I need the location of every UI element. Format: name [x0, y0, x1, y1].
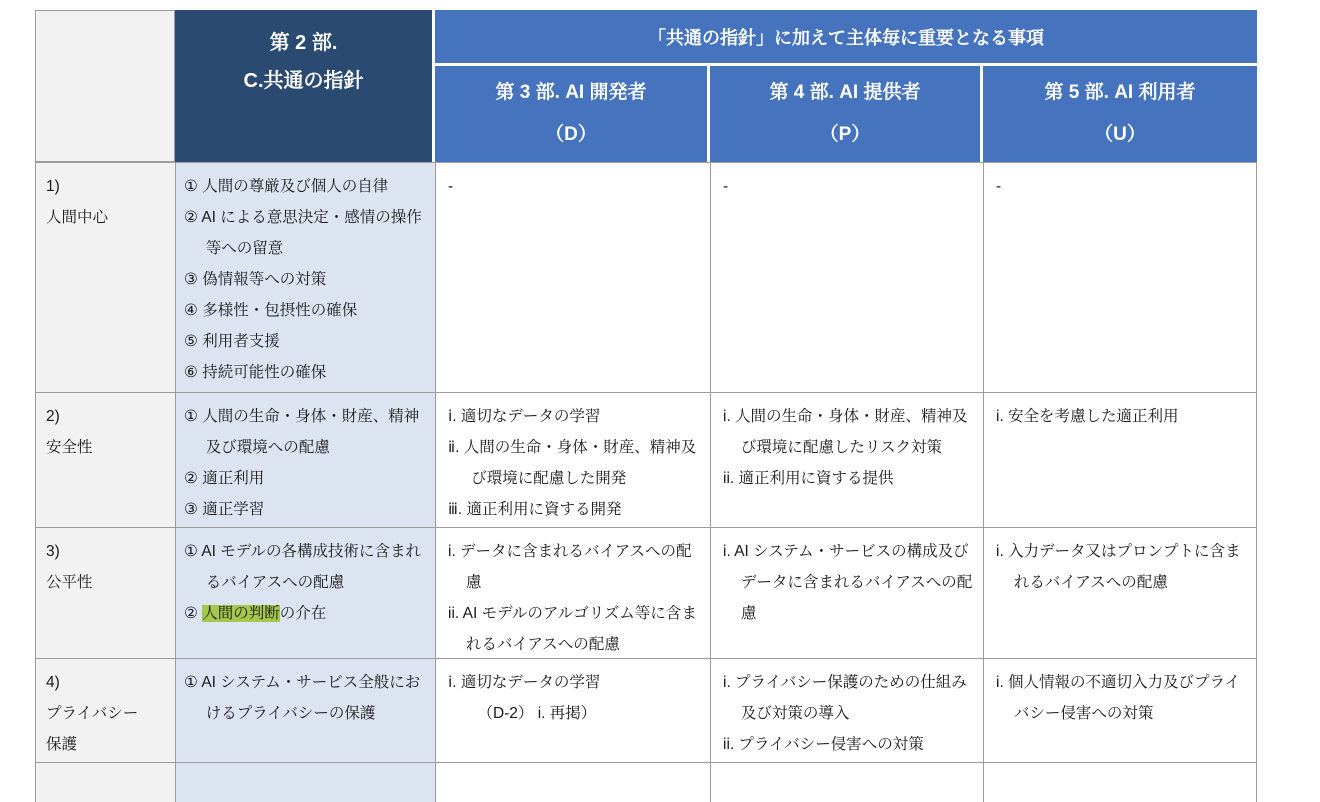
- header-part2-line2: C.共通の指針: [243, 70, 364, 92]
- header-part2-line1: 第 2 部.: [269, 32, 338, 54]
- user-cell: [983, 658, 1257, 762]
- list-item: i. プライバシー保護のための仕組み及び対策の導入: [723, 674, 967, 722]
- list-item: ① AI システム・サービス全般におけるプライバシーの保護: [184, 674, 421, 722]
- row-label-cell: [35, 392, 175, 527]
- user-cell: [983, 392, 1257, 527]
- header-user-code: （U）: [1094, 124, 1146, 145]
- user-cell: [983, 162, 1257, 392]
- common-guideline-cell: [175, 527, 435, 658]
- list-item: ii. 適正利用に資する提供: [723, 470, 894, 487]
- row-number: 2): [46, 408, 60, 425]
- common-guideline-cell: [175, 162, 435, 392]
- header-provider-code: （P）: [819, 124, 871, 145]
- header-developer-column: [435, 66, 710, 162]
- row-label-cell: [35, 162, 175, 392]
- list-item: ① 人間の尊厳及び個人の自律: [184, 178, 389, 195]
- common-guideline-cell: [175, 658, 435, 762]
- common-guideline-cell: [175, 392, 435, 527]
- header-developer-title: 第 3 部. AI 開発者: [495, 82, 647, 103]
- developer-cell: [435, 392, 710, 527]
- provider-cell: [710, 762, 983, 802]
- list-item: ⑤ 利用者支援: [184, 333, 280, 350]
- row-number: 3): [46, 543, 60, 560]
- list-item: i. 人間の生命・身体・財産、精神及び環境に配慮したリスク対策: [723, 408, 968, 456]
- list-item: ii. AI モデルのアルゴリズム等に含まれるバイアスへの配慮: [448, 605, 697, 653]
- list-item: i. データに含まれるバイアスへの配慮: [448, 543, 692, 591]
- header-span-title-text: 「共通の指針」に加えて主体毎に重要となる事項: [648, 27, 1044, 48]
- developer-cell: [435, 162, 710, 392]
- list-item: ④ 多様性・包摂性の確保: [184, 302, 358, 319]
- header-provider-title: 第 4 部. AI 提供者: [769, 82, 921, 103]
- row-label-cell: [35, 762, 175, 802]
- list-item: ⅱ. 人間の生命・身体・財産、精神及び環境に配慮した開発: [448, 439, 697, 487]
- text-segment: の介在: [279, 605, 327, 622]
- list-item: -: [996, 178, 1002, 195]
- list-item: ② AI による意思決定・感情の操作等への留意: [184, 209, 422, 257]
- provider-cell: [710, 527, 983, 658]
- header-span-title: [435, 10, 1257, 66]
- row-label-cell: [35, 527, 175, 658]
- provider-cell: [710, 658, 983, 762]
- highlight: 人間の判断: [202, 605, 280, 622]
- developer-cell: [435, 527, 710, 658]
- list-item: -: [723, 178, 729, 195]
- row-number: 1): [46, 178, 60, 195]
- row-name: 保護: [46, 736, 78, 753]
- developer-cell: [435, 762, 710, 802]
- guideline-table: [35, 10, 1257, 802]
- list-item: -: [448, 178, 454, 195]
- list-item: i. 安全を考慮した適正利用: [996, 408, 1179, 425]
- user-cell: [983, 527, 1257, 658]
- list-item: ⅰ. 適切なデータの学習: [448, 408, 601, 425]
- text-segment: ②: [184, 605, 203, 622]
- list-item: ② 適正利用: [184, 470, 265, 487]
- row-name: 安全性: [46, 439, 93, 456]
- row-name: プライバシー: [46, 705, 139, 722]
- list-item: ③ 適正学習: [184, 501, 265, 518]
- list-item: ⑥ 持続可能性の確保: [184, 364, 327, 381]
- provider-cell: [710, 162, 983, 392]
- header-developer-code: （D）: [545, 124, 597, 145]
- common-guideline-cell: [175, 762, 435, 802]
- row-label-cell: [35, 658, 175, 762]
- list-item: ii. プライバシー侵害への対策: [723, 736, 924, 753]
- row-number: 4): [46, 674, 60, 691]
- header-part2-cell: [175, 10, 435, 162]
- header-user-title: 第 5 部. AI 利用者: [1044, 82, 1196, 103]
- header-provider-column: [710, 66, 983, 162]
- header-corner-cell: [35, 10, 175, 162]
- list-item: i. 入力データ又はプロンプトに含まれるバイアスへの配慮: [996, 543, 1241, 591]
- list-item: ① 人間の生命・身体・財産、精神及び環境への配慮: [184, 408, 420, 456]
- provider-cell: [710, 392, 983, 527]
- list-item: ① AI モデルの各構成技術に含まれるバイアスへの配慮: [184, 543, 422, 591]
- developer-cell: [435, 658, 710, 762]
- list-item: ⅲ. 適正利用に資する開発: [448, 501, 622, 518]
- list-item: ⅰ. 適切なデータの学習: [448, 674, 601, 691]
- row-name: 公平性: [46, 574, 93, 591]
- user-cell: [983, 762, 1257, 802]
- list-item: （D-2） i. 再掲）: [477, 705, 597, 722]
- row-name: 人間中心: [46, 209, 109, 226]
- list-item: i. 個人情報の不適切入力及びプライバシー侵害への対策: [996, 674, 1241, 722]
- header-user-column: [983, 66, 1257, 162]
- list-item: ③ 偽情報等への対策: [184, 271, 327, 288]
- list-item: [184, 598, 429, 629]
- list-item: i. AI システム・サービスの構成及びデータに含まれるバイアスへの配慮: [723, 543, 973, 622]
